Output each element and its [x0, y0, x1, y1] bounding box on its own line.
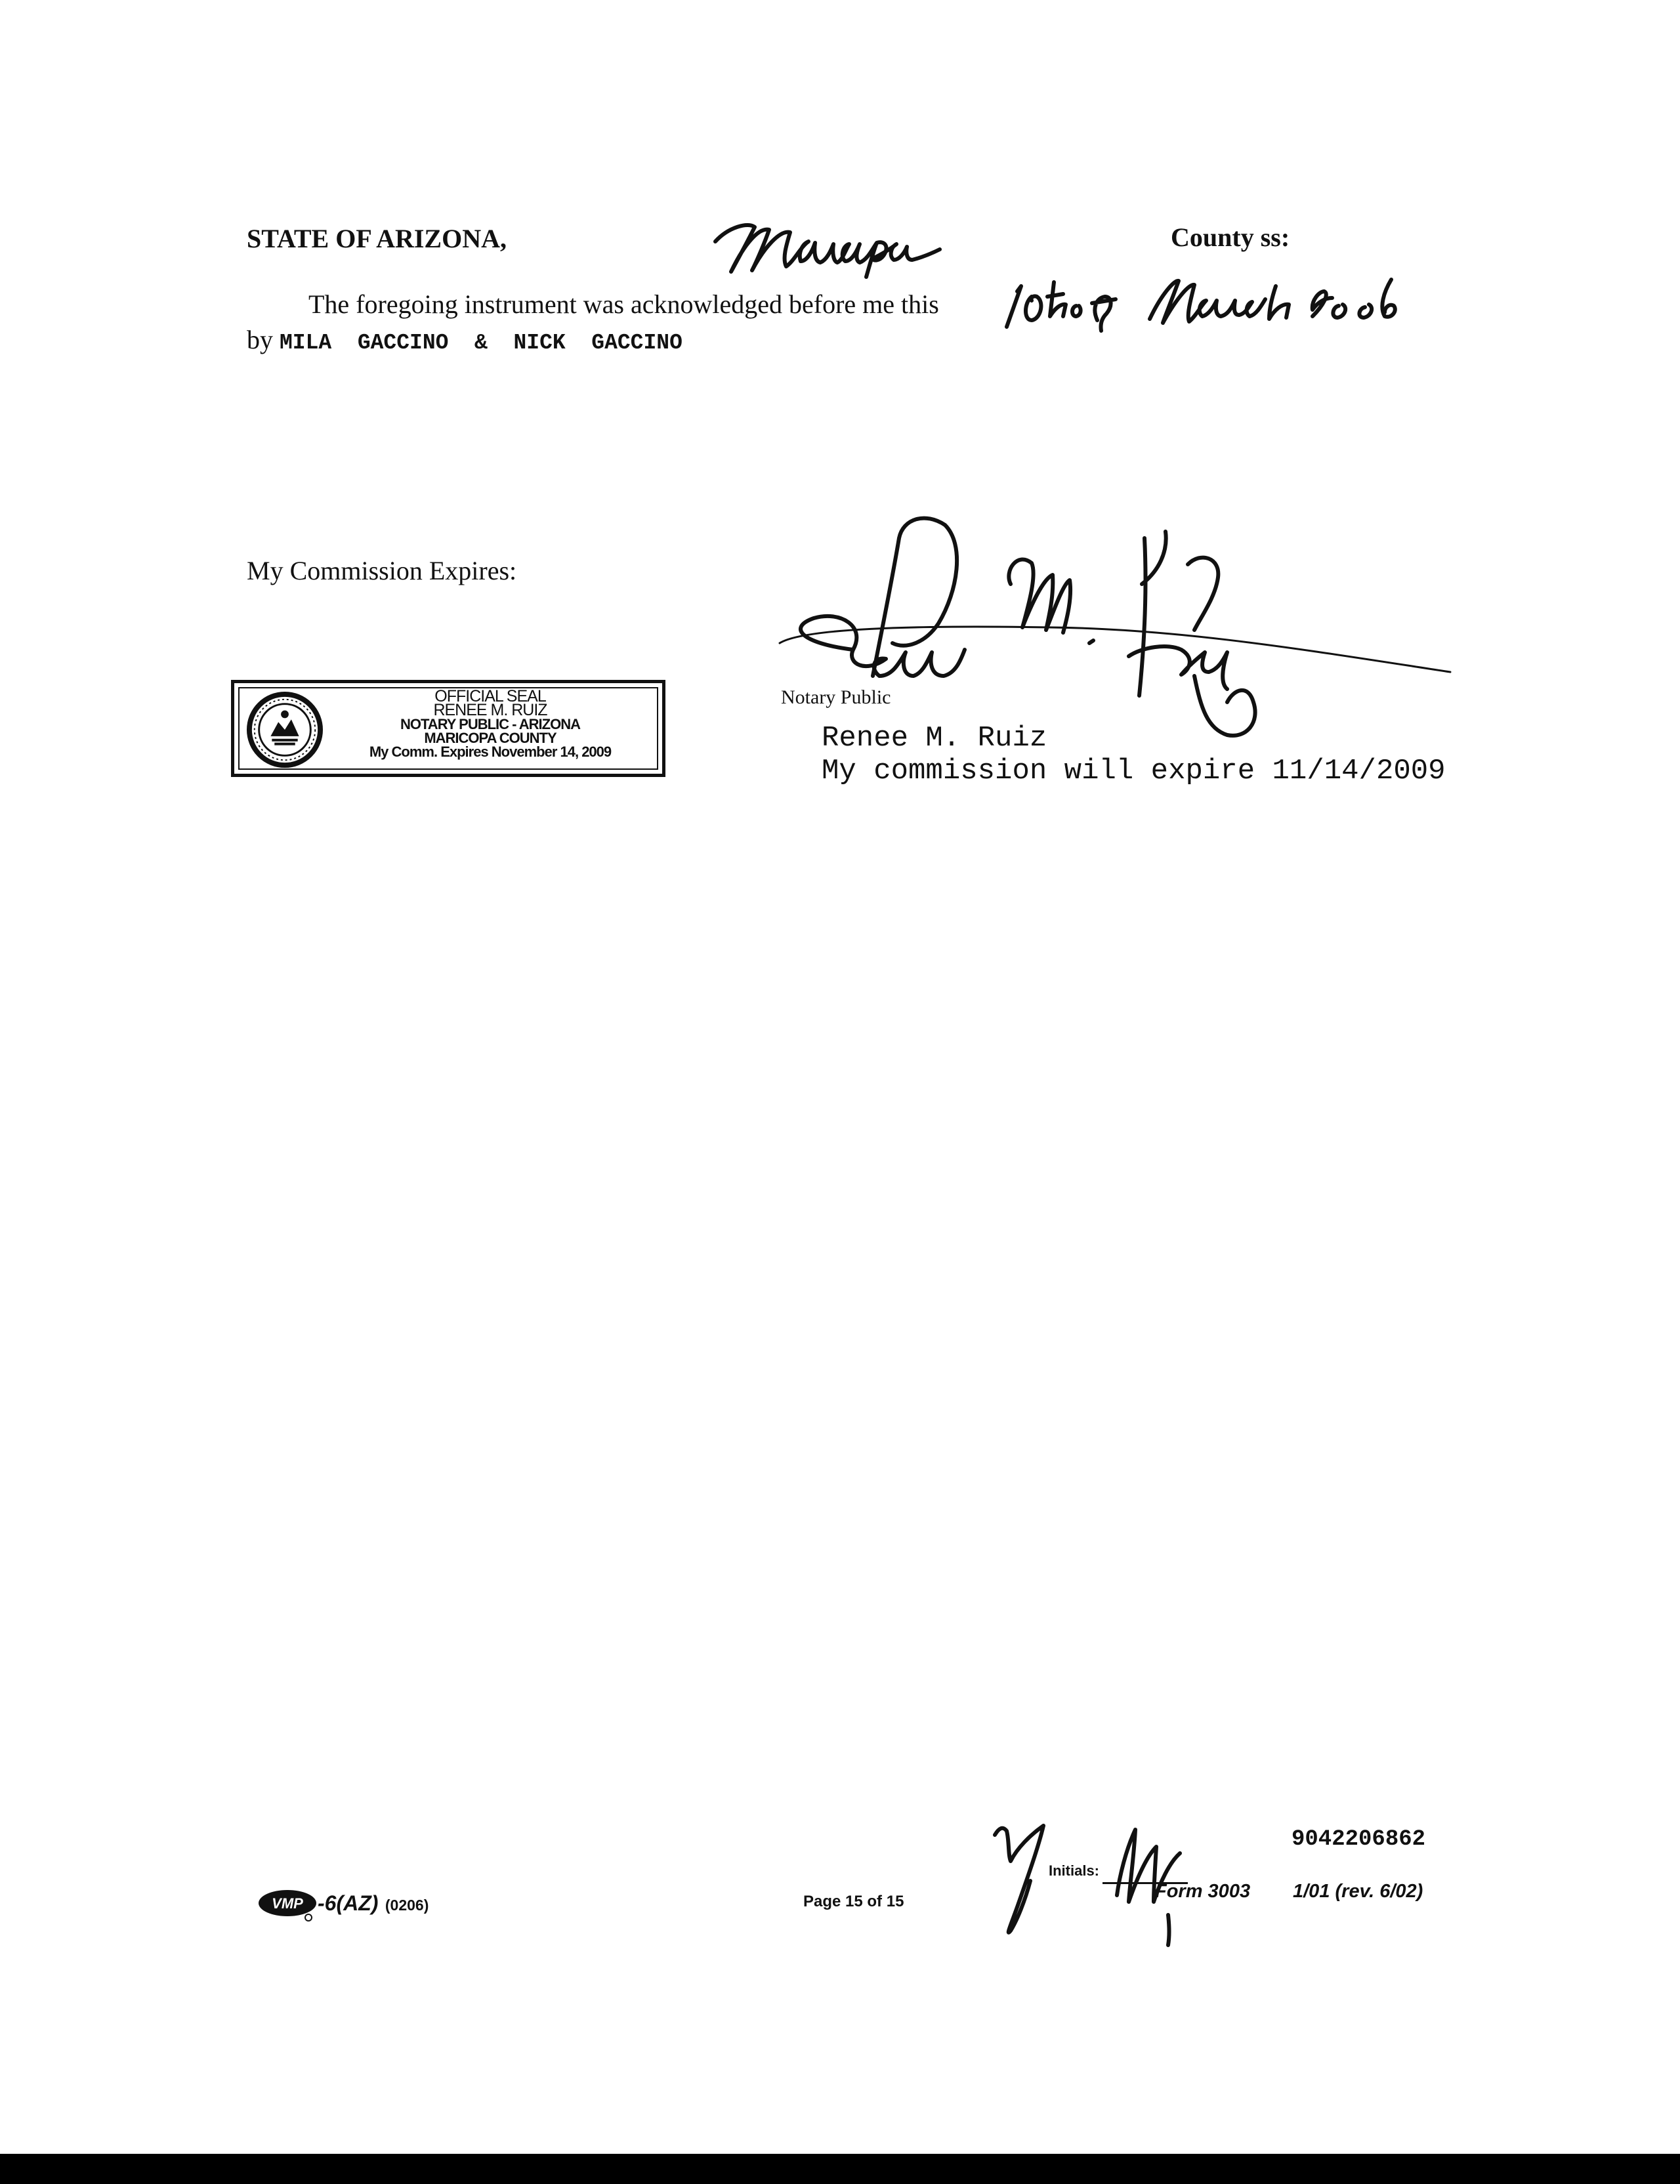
seal-text — [333, 687, 648, 760]
loan-number: 9042206862 — [1292, 1827, 1426, 1852]
county-handwritten — [709, 207, 945, 280]
commission-expires-label: My Commission Expires: — [247, 556, 517, 585]
acknowledgment-line: The foregoing instrument was acknowledged before me this — [308, 289, 939, 319]
form-code-suffix: (0206) — [385, 1897, 429, 1914]
form-code-main: -6(AZ) — [318, 1891, 379, 1915]
seal-expiration: My Comm. Expires November 14, 2009 — [369, 744, 612, 760]
date-handwritten — [998, 260, 1404, 339]
scan-border — [0, 2154, 1680, 2184]
county-ss-label: County ss: — [1171, 222, 1290, 252]
seal-notary-title: NOTARY PUBLIC - ARIZONA — [400, 716, 580, 732]
notary-name: Renee M. Ruiz — [822, 722, 1047, 755]
vmp-logo-icon — [257, 1889, 318, 1922]
state-label: STATE OF ARIZONA, — [247, 224, 507, 253]
initials-label: Initials: — [1049, 1862, 1100, 1879]
page-number: Page 15 of 15 — [803, 1893, 904, 1910]
official-seal — [231, 680, 665, 777]
acknowledged-by — [247, 324, 682, 355]
seal-title: OFFICIAL SEAL — [434, 687, 546, 705]
vmp-logo-text: VMP — [272, 1895, 303, 1912]
seal-county: MARICOPA COUNTY — [424, 730, 556, 746]
form-code — [318, 1891, 429, 1916]
notary-signature — [774, 512, 1457, 748]
form-date: 1/01 (rev. 6/02) — [1293, 1881, 1423, 1902]
form-label: Form 3003 — [1155, 1881, 1251, 1902]
by-label: by — [247, 325, 273, 354]
arizona-state-seal-icon — [246, 691, 324, 768]
notary-public-label: Notary Public — [781, 686, 891, 708]
acknowledged-names: MILA GACCINO & NICK GACCINO — [280, 331, 682, 355]
seal-notary-name: RENEE M. RUIZ — [433, 701, 547, 719]
notary-commission-expiry: My commission will expire 11/14/2009 — [822, 755, 1446, 788]
